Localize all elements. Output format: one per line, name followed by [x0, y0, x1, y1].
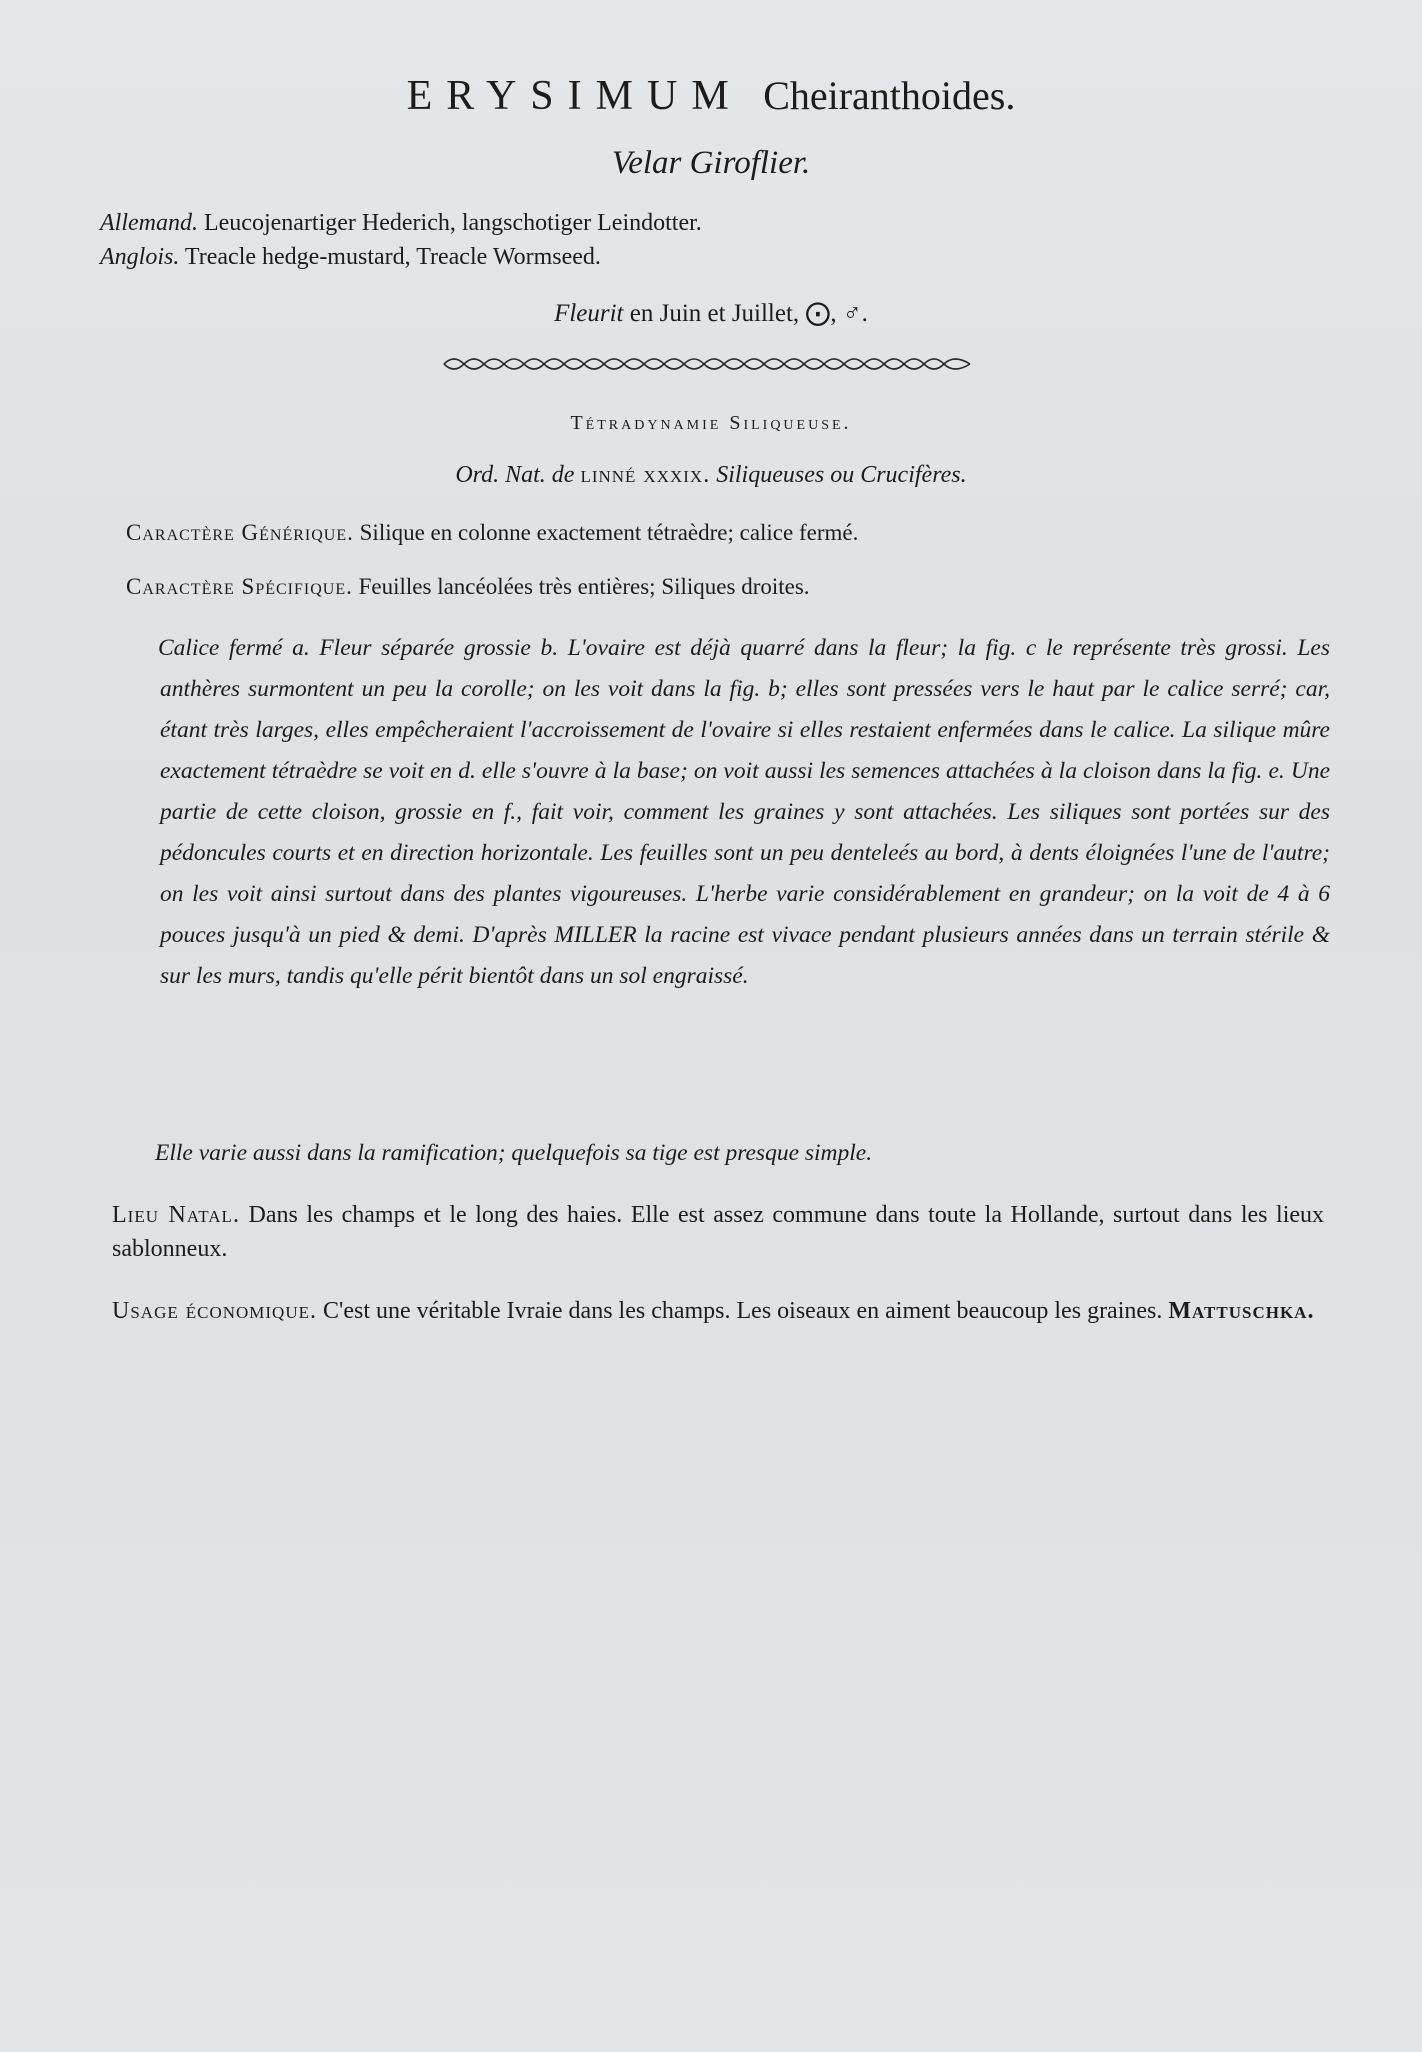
- native-habitat: [112, 1198, 1324, 1266]
- generic-character-label: Caractère Générique.: [126, 520, 354, 545]
- generic-character: [126, 520, 858, 546]
- ornamental-divider: [440, 352, 974, 376]
- habitat-text: Dans les champs et le long des haies. Elle est assez commune dans toute la Hollande, surtout dans les lieux sablonneux.: [112, 1202, 1325, 1262]
- habitat-label: Lieu Natal.: [112, 1202, 240, 1228]
- usage-text: C'est une véritable Ivraie dans les champs. Les oiseaux en aiment beaucoup les graines.: [323, 1298, 1163, 1324]
- economic-use: [112, 1294, 1324, 1328]
- language-label: Allemand.: [100, 210, 198, 236]
- language-label: Anglois.: [100, 244, 180, 270]
- flowering-text: en Juin et Juillet, ⨀, ♂.: [629, 300, 868, 327]
- vernacular-names: Treacle hedge-mustard, Treacle Wormseed.: [184, 244, 601, 270]
- order-prefix: Ord. Nat. de: [455, 462, 575, 488]
- specific-character-text: Feuilles lancéolées très entières; Siliques droites.: [358, 574, 810, 599]
- linnaean-class: Tétradynamie Siliqueuse.: [570, 412, 852, 434]
- order-suffix: Siliqueuses ou Crucifères.: [716, 462, 967, 488]
- usage-label: Usage économique.: [112, 1298, 317, 1324]
- common-name: Velar Giroflier.: [611, 145, 811, 181]
- species-epithet: Cheiranthoides.: [763, 73, 1016, 118]
- generic-character-text: Silique en colonne exactement tétraèdre; calice fermé.: [359, 520, 859, 545]
- species-title: [0, 72, 1422, 120]
- specific-character-label: Caractère Spécifique.: [126, 574, 353, 599]
- vernacular-german: [100, 210, 702, 237]
- genus-name: ERYSIMUM: [406, 73, 743, 119]
- specific-character: [126, 574, 810, 600]
- variation-paragraph: Elle varie aussi dans la ramification; quelquefois sa tige est presque simple.: [155, 1140, 873, 1166]
- flowering-period: [0, 298, 1422, 328]
- natural-order: [0, 462, 1422, 489]
- vernacular-english: [100, 244, 601, 271]
- flowering-verb: Fleurit: [554, 300, 624, 327]
- order-linne: linné xxxix.: [580, 462, 711, 488]
- description-paragraph: Calice fermé a. Fleur séparée grossie b. L'ovaire est déjà quarré dans la fleur; la fig. c le représente très grossi. Les anthères surmontent un peu la corolle; on les voit dans la fig. b; elles sont pressées vers le haut par le calice serré; car, étant très larges, elles empêcheraient l'accroissement de l'ovaire si elles restaient enfermées dans le calice. La silique mûre exactement tétraèdre se voit en d. elle s'ouvre à la base; on voit aussi les semences attachées à la cloison dans la fig. e. Une partie de cette cloison, grossie en f., fait voir, comment les graines y sont attachées. Les siliques sont portées sur des pédoncules courts et en direction horizontale. Les feuilles sont un peu denteleés au bord, à dents éloignées l'une de l'autre; on les voit ainsi surtout dans des plantes vigoureuses. L'herbe varie considérablement en grandeur; on la voit de 4 à 6 pouces jusqu'à un pied & demi. D'après MILLER la racine est vivace pendant plusieurs années dans un terrain stérile & sur les murs, tandis qu'elle périt bientôt dans un sol engraissé.: [158, 635, 1330, 989]
- usage-author: Mattuschka.: [1168, 1298, 1315, 1324]
- vernacular-names: Leucojenartiger Hederich, langschotiger Leindotter.: [203, 210, 702, 236]
